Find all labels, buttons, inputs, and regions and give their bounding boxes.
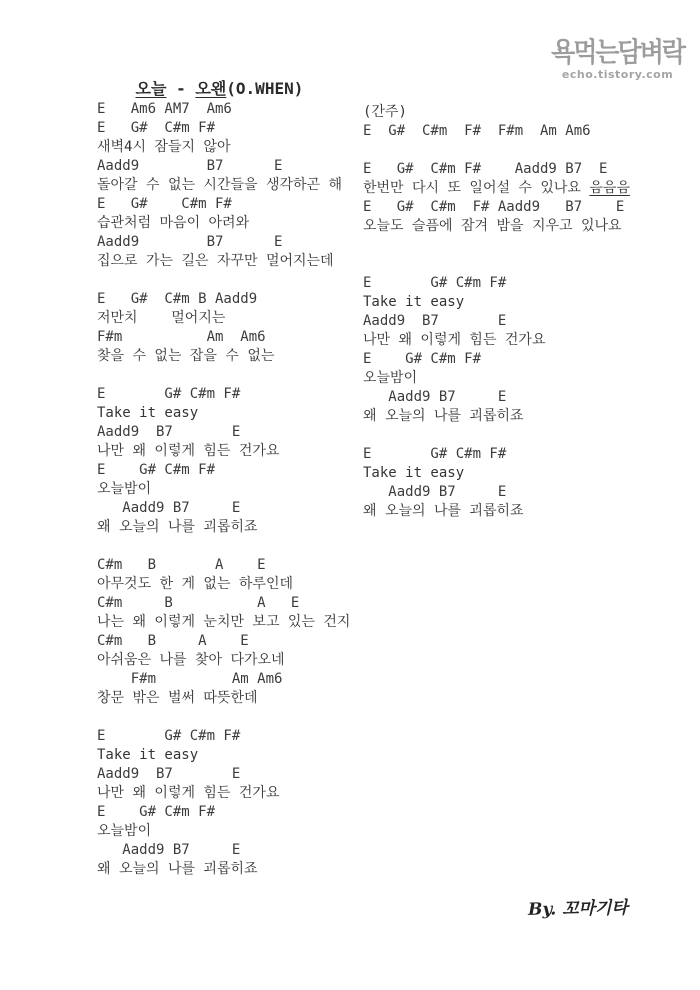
chord-line: C#m B A E xyxy=(97,595,300,611)
stanza xyxy=(97,385,372,537)
chord-line: Aadd9 B7 E xyxy=(97,766,241,782)
stanza xyxy=(97,727,372,879)
chord-line: C#m B A E xyxy=(97,557,266,573)
chord-line: E G# C#m F# xyxy=(97,804,216,820)
signature: By. 꼬마기타 xyxy=(527,898,629,920)
lyric-line: 아무것도 한 게 없는 하루인데 xyxy=(97,576,294,592)
lyric-line: 한번만 다시 또 일어설 수 있나요 음음음 xyxy=(363,180,630,196)
title-separator: - xyxy=(166,79,196,98)
chord-line: E G# C#m F# xyxy=(97,728,241,744)
label-line: (간주) xyxy=(363,104,407,120)
stanza xyxy=(363,160,693,236)
lyric-line: 나만 왜 이렇게 힘든 건가요 xyxy=(97,443,280,459)
lyric-line: 창문 밖은 벌써 따뜻한데 xyxy=(97,690,258,706)
chord-line: E G# C#m F# xyxy=(97,462,216,478)
chords-column-right xyxy=(363,103,693,540)
chord-line: E G# C#m F# xyxy=(97,120,216,136)
blog-url: echo.tistory.com xyxy=(561,68,674,81)
chord-line: Aadd9 B7 E xyxy=(97,234,283,250)
lyric-line: 오늘도 슬픔에 잠겨 밤을 지우고 있나요 xyxy=(363,218,622,234)
lyric-line: Take it easy xyxy=(97,747,199,763)
lyric-line: 나는 왜 이렇게 눈치만 보고 있는 건지 xyxy=(97,614,351,630)
chord-line: Aadd9 B7 E xyxy=(97,842,241,858)
lyric-line: Take it easy xyxy=(97,405,199,421)
lyric-line: 왜 오늘의 나를 괴롭히죠 xyxy=(363,408,524,424)
artist-name: 오왠 xyxy=(195,79,227,98)
chord-line: E G# C#m F# xyxy=(97,386,241,402)
artist-suffix: (O.WHEN) xyxy=(226,79,304,98)
stanza xyxy=(97,556,372,708)
lyric-line: 저만치 멀어지는 xyxy=(97,310,226,326)
lyric-line: Take it easy xyxy=(363,465,465,481)
chord-line: E G# C#m F# Aadd9 B7 E xyxy=(363,161,608,177)
lyric-line: 습관처럼 마음이 아려와 xyxy=(97,215,250,231)
underlined-lyric: 음음음 xyxy=(589,180,630,196)
stanza xyxy=(97,100,372,271)
stanza xyxy=(363,274,693,426)
lyric-line: 나만 왜 이렇게 힘든 건가요 xyxy=(97,785,280,801)
chord-line: E G# C#m F# xyxy=(363,351,482,367)
chord-line: Aadd9 B7 E xyxy=(97,500,241,516)
chord-line: F#m Am Am6 xyxy=(97,671,283,687)
blog-logo-text: 욕먹는담벼락 xyxy=(551,36,684,69)
lyric-line: 아쉬움은 나를 찾아 다가오네 xyxy=(97,652,285,668)
blog-logo xyxy=(551,36,684,81)
lyric-line: 새벽4시 잠들지 않아 xyxy=(97,139,231,155)
chord-line: E G# C#m F# xyxy=(363,275,507,291)
stanza xyxy=(97,290,372,366)
chord-line: Aadd9 B7 E xyxy=(363,484,507,500)
stanza xyxy=(363,445,693,521)
chord-line: E G# C#m B Aadd9 xyxy=(97,291,258,307)
chord-line: Aadd9 B7 E xyxy=(97,424,241,440)
lyric-line: 오늘밤이 xyxy=(363,370,418,386)
chord-line: E Am6 AM7 Am6 xyxy=(97,101,232,117)
lyric-line: Take it easy xyxy=(363,294,465,310)
lyric-line: 돌아갈 수 없는 시간들을 생각하곤 해 xyxy=(97,177,343,193)
chord-line: F#m Am Am6 xyxy=(97,329,266,345)
chord-line: E G# C#m F# Aadd9 B7 E xyxy=(363,199,625,215)
chord-line: Aadd9 B7 E xyxy=(363,313,507,329)
lyric-line: 오늘밤이 xyxy=(97,481,152,497)
lyric-line: 찾을 수 없는 잡을 수 없는 xyxy=(97,348,275,364)
song-title: 오늘 xyxy=(135,79,167,98)
stanza xyxy=(363,103,693,141)
lyric-line: 나만 왜 이렇게 힘든 건가요 xyxy=(363,332,546,348)
chord-line: E G# C#m F# xyxy=(363,446,507,462)
chord-line: Aadd9 B7 E xyxy=(363,389,507,405)
lyric-line: 왜 오늘의 나를 괴롭히죠 xyxy=(97,861,258,877)
lyric-line: 오늘밤이 xyxy=(97,823,152,839)
chord-line: E G# C#m F# F#m Am Am6 xyxy=(363,123,591,139)
lyric-line: 왜 오늘의 나를 괴롭히죠 xyxy=(97,519,258,535)
lyric-line: 집으로 가는 길은 자꾸만 멀어지는데 xyxy=(97,253,334,269)
chord-line: C#m B A E xyxy=(97,633,249,649)
chords-column-left xyxy=(97,100,372,898)
lyric-line: 왜 오늘의 나를 괴롭히죠 xyxy=(363,503,524,519)
chord-line: Aadd9 B7 E xyxy=(97,158,283,174)
chord-line: E G# C#m F# xyxy=(97,196,232,212)
